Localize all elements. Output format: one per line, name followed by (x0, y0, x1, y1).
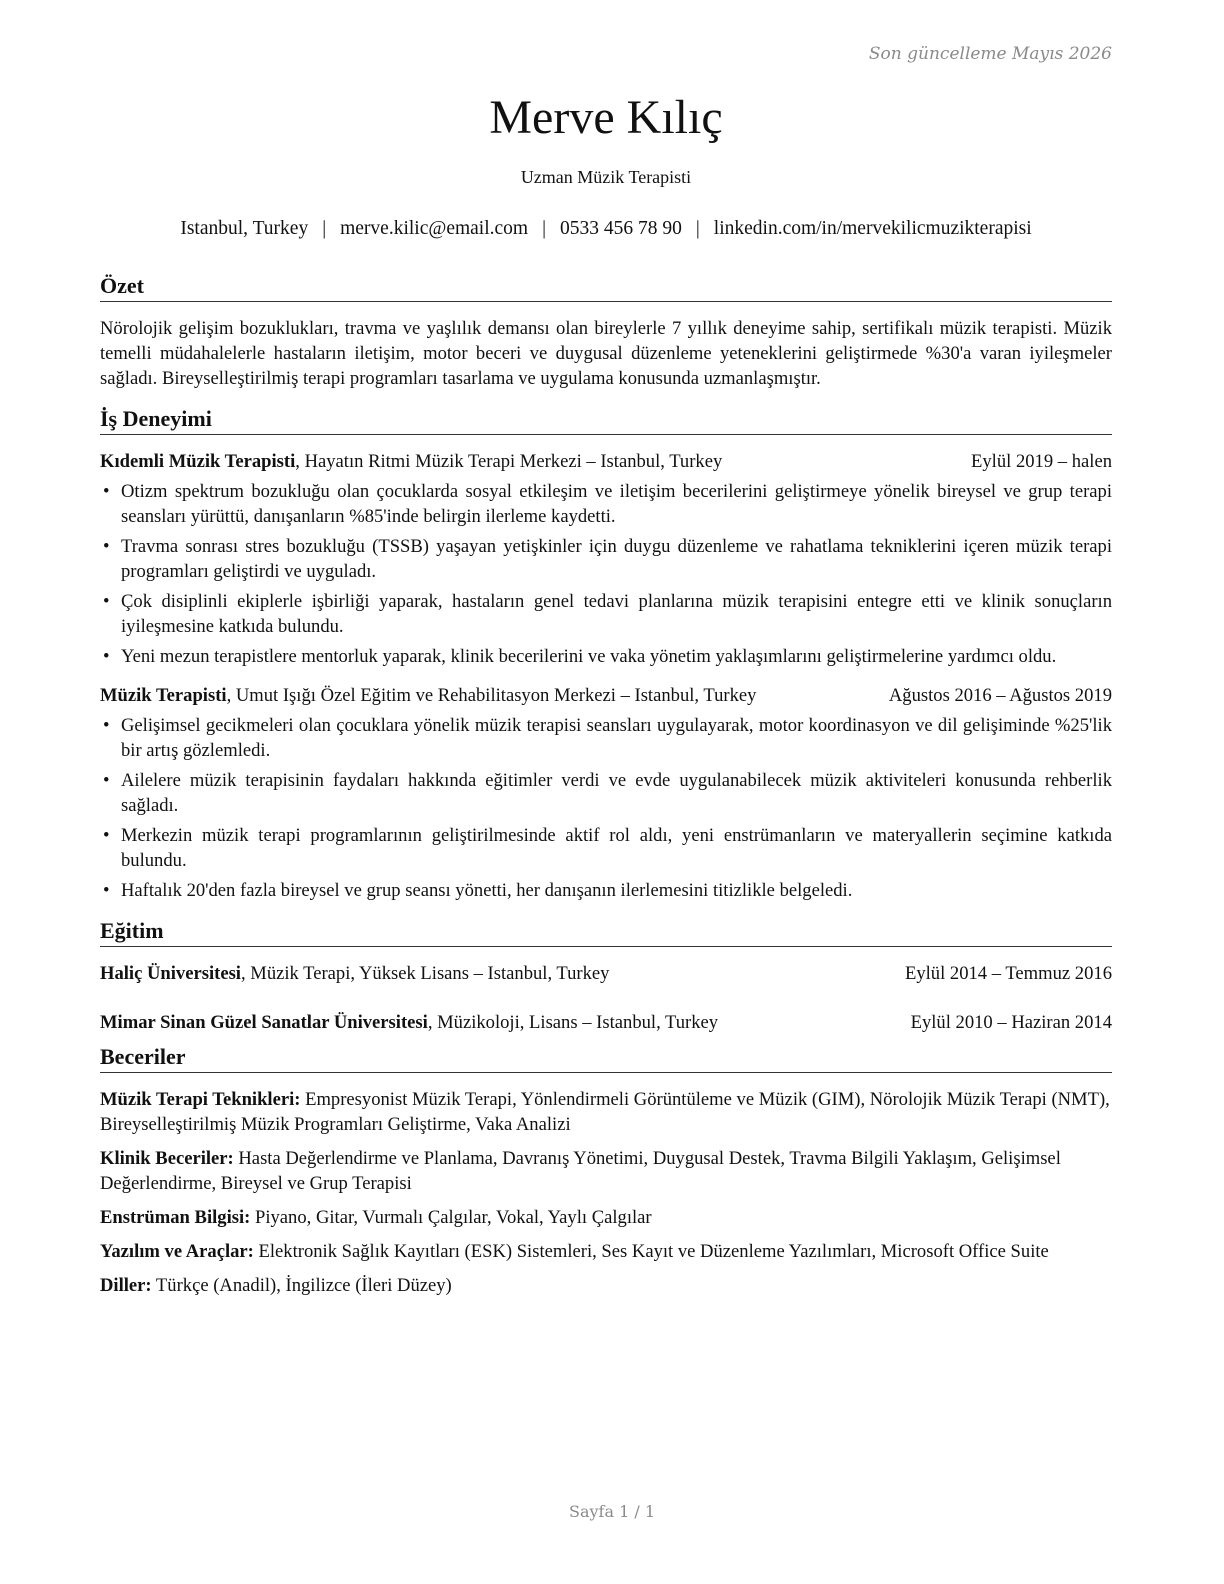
job-header (100, 683, 1112, 708)
education-entry (100, 961, 1112, 986)
job-title (100, 449, 971, 474)
contact-separator: | (542, 218, 546, 239)
job-bullet: • Çok disiplinli ekiplerle işbirliği yaparak, hastaların genel tedavi planlarına müzik terapisini entegre etti ve klinik sonuçların iyileşmesine katkıda bulundu. (100, 589, 1112, 639)
education-dates: Eylül 2010 – Haziran 2014 (910, 1012, 1112, 1033)
skill-label: Enstrüman Bilgisi: (100, 1207, 251, 1228)
education-details: , Müzikoloji, Lisans – Istanbul, Turkey (427, 1012, 719, 1033)
contact-location: Istanbul, Turkey (180, 218, 309, 239)
job-dates: Ağustos 2016 – Ağustos 2019 (888, 685, 1112, 706)
job-entry (100, 449, 1112, 669)
skill-line (100, 1087, 1112, 1137)
job-position: Kıdemli Müzik Terapisti (100, 451, 296, 472)
contact-phone[interactable]: 0533 456 78 90 (560, 218, 682, 239)
section-title-experience: İş Deneyimi (100, 405, 1112, 435)
candidate-name: Merve Kılıç (489, 91, 723, 144)
contact-linkedin[interactable]: linkedin.com/in/mervekilicmuzikterapisi (713, 218, 1032, 239)
job-details: , Umut Işığı Özel Eğitim ve Rehabilitasyon Merkezi – Istanbul, Turkey (226, 685, 757, 706)
job-entry (100, 683, 1112, 903)
contact-line (100, 218, 1112, 240)
job-bullet: • Otizm spektrum bozukluğu olan çocuklarda sosyal etkileşim ve iletişim becerilerini geliştirmeye yönelik bireysel ve grup terapi seansları yürüttü, danışanların %85'inde belirgin ilerleme kaydetti. (100, 479, 1112, 529)
job-bullet: • Travma sonrası stres bozukluğu (TSSB) yaşayan yetişkinler için duygu düzenleme ve rahatlama tekniklerini içeren müzik terapi programları geliştirdi ve uyguladı. (100, 534, 1112, 584)
section-title-education: Eğitim (100, 917, 1112, 947)
page-number: Sayfa 1 / 1 (568, 1502, 655, 1521)
resume-body (100, 272, 1112, 1307)
job-dates: Eylül 2019 – halen (971, 451, 1112, 472)
education-list (100, 961, 1112, 1035)
education-school: Mimar Sinan Güzel Sanatlar Üniversitesi (100, 1012, 428, 1033)
skill-text: Empresyonist Müzik Terapi, Yönlendirmeli Görüntüleme ve Müzik (GIM), Nörolojik Müzik Terapi (NMT), Bireyselleştirilmiş Müzik Programları Geliştirme, Vaka Analizi (100, 1089, 1110, 1135)
job-details: , Hayatın Ritmi Müzik Terapi Merkezi – Istanbul, Turkey (295, 451, 723, 472)
education-school: Haliç Üniversitesi (100, 963, 241, 984)
education-details: , Müzik Terapi, Yüksek Lisans – Istanbul, Turkey (240, 963, 610, 984)
contact-separator: | (695, 218, 700, 239)
education-title (100, 961, 609, 986)
skill-text: Elektronik Sağlık Kayıtları (ESK) Sistemleri, Ses Kayıt ve Düzenleme Yazılımları, Microsoft Office Suite (253, 1241, 1049, 1262)
job-bullets (100, 479, 1112, 669)
skill-line (100, 1239, 1112, 1264)
job-bullets (100, 713, 1112, 903)
section-title-summary: Özet (100, 272, 1112, 302)
job-bullet: • Merkezin müzik terapi programlarının geliştirilmesinde aktif rol aldı, yeni enstrümanların ve materyallerin seçimine katkıda bulundu. (100, 823, 1112, 873)
job-position: Müzik Terapisti (100, 685, 227, 706)
skills-list (100, 1087, 1112, 1298)
job-header (100, 449, 1112, 474)
last-updated: Son güncelleme Mayıs 2026 (868, 44, 1112, 64)
skill-line (100, 1146, 1112, 1196)
education-title (100, 1010, 718, 1035)
job-bullet: • Yeni mezun terapistlere mentorluk yaparak, klinik becerilerini ve vaka yönetim yaklaşımlarını geliştirmelerine yardımcı oldu. (100, 644, 1112, 669)
skill-text: Hasta Değerlendirme ve Planlama, Davranış Yönetimi, Duygusal Destek, Travma Bilgili Yaklaşım, Gelişimsel Değerlendirme, Bireysel ve Grup Terapisi (100, 1148, 1061, 1194)
section-title-skills: Beceriler (100, 1043, 1112, 1073)
education-entry (100, 1010, 1112, 1035)
job-bullet: • Gelişimsel gecikmeleri olan çocuklara yönelik müzik terapisi seansları uygulayarak, motor koordinasyon ve dil gelişiminde %25'lik bir artış gözlemledi. (100, 713, 1112, 763)
skill-label: Müzik Terapi Teknikleri: (100, 1089, 301, 1110)
job-bullet: • Ailelere müzik terapisinin faydaları hakkında eğitimler verdi ve evde uygulanabilecek müzik aktiviteleri konusunda rehberlik sağladı. (100, 768, 1112, 818)
skill-label: Diller: (100, 1275, 152, 1296)
candidate-role: Uzman Müzik Terapisti (520, 167, 692, 187)
contact-separator: | (322, 218, 327, 239)
contact-email[interactable]: merve.kilic@email.com (340, 218, 529, 239)
education-dates: Eylül 2014 – Temmuz 2016 (904, 963, 1112, 984)
summary-text: Nörolojik gelişim bozuklukları, travma ve yaşlılık demansı olan bireylerle 7 yıllık deneyime sahip, sertifikalı müzik terapisti. Müzik temelli müdahalelerle hastaların iletişim, motor beceri ve duygusal düzenleme yeteneklerini geliştirmede %30'a varan iyileşmeler sağladı. Bireyselleştirilmiş terapi programları tasarlama ve uygulama konusunda uzmanlaşmıştır. (100, 318, 1112, 389)
job-bullet: • Haftalık 20'den fazla bireysel ve grup seansı yönetti, her danışanın ilerlemesini titizlikle belgeledi. (100, 878, 1112, 903)
skill-label: Yazılım ve Araçlar: (100, 1241, 254, 1262)
skill-line (100, 1205, 1112, 1230)
skill-text: Piyano, Gitar, Vurmalı Çalgılar, Vokal, Yaylı Çalgılar (250, 1207, 652, 1228)
skill-line (100, 1273, 1112, 1298)
skill-label: Klinik Beceriler: (100, 1148, 234, 1169)
skill-text: Türkçe (Anadil), İngilizce (İleri Düzey) (151, 1275, 452, 1296)
job-title (100, 683, 876, 708)
